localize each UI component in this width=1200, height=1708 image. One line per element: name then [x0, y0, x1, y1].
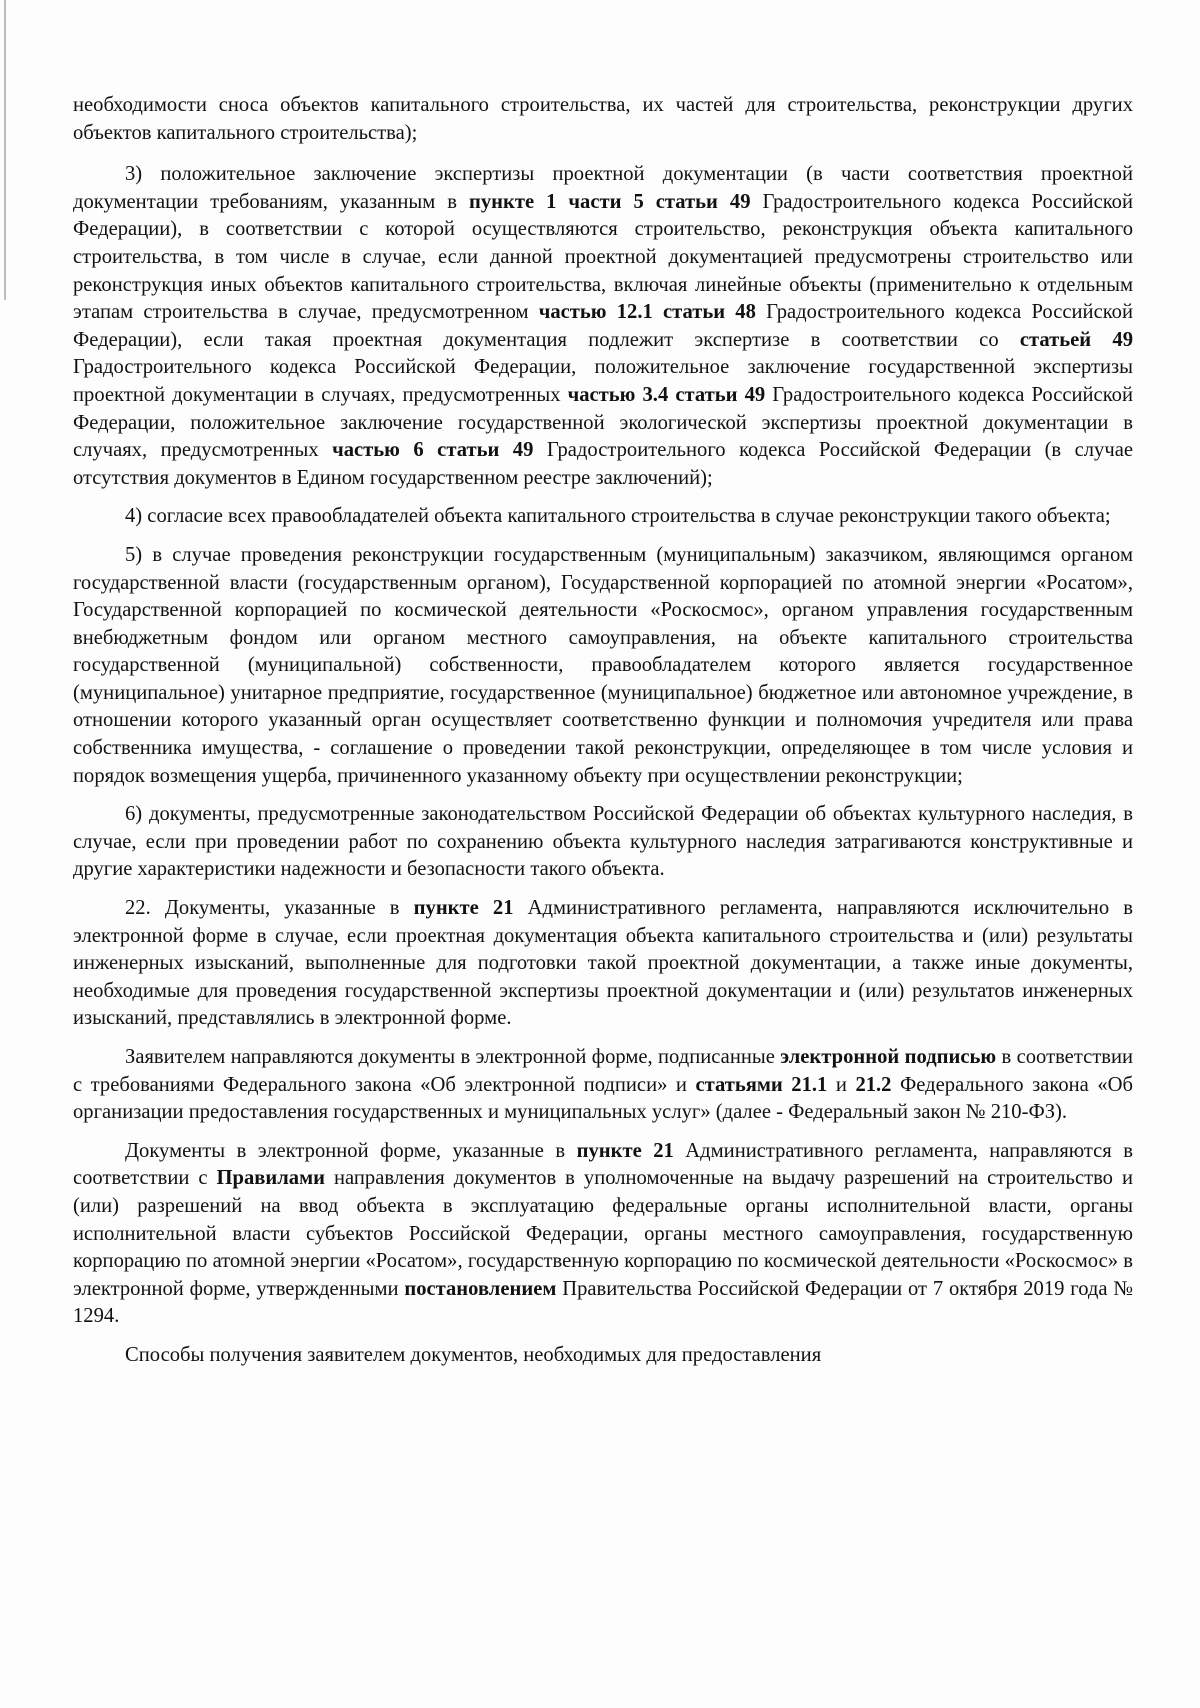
- text-run: Административного регламента, направляются в соответствии с: [73, 1139, 1133, 1190]
- text-run: Градостроительного кодекса Российской Федерации, положительное заключение государственной экологической экспертизы проектной документации в случаях, предусмотренных: [73, 383, 1133, 462]
- bold-reference: пункте 21: [576, 1139, 674, 1162]
- text-run: 5) в случае проведения реконструкции государственным (муниципальным) заказчиком, являющимся органом государственной власти (государственным органом), Государственной корпорацией по атомной энергии «Росатом», Государственной корпорацией по космической деятельности «Роскосмос», органом управления государственным внебюджетным фондом или органом местного самоуправления, на объекте капитального строительства государственной (муниципальной) собственности, правообладателем которого является государственное (муниципальное) унитарное предприятие, государственное (муниципальное) бюджетное или автономное учреждение, в отношении которого указанный орган осуществляет соответственно функции и полномочия учредителя или права собственника имущества, - соглашение о проведении такой реконструкции, определяющее в том числе условия и порядок возмещения ущерба, причиненного указанному объекту при осуществлении реконструкции;: [73, 543, 1133, 787]
- text-run: 6) документы, предусмотренные законодательством Российской Федерации об объектах культурного наследия, в случае, если при проведении работ по сохранению объекта культурного наследия затрагиваются конструктивные и другие характеристики надежности и безопасности такого объекта.: [73, 803, 1133, 881]
- bold-reference: пункте 1 части 5 статьи 49: [468, 190, 751, 213]
- text-run: направления документов в уполномоченные на выдачу разрешений на строительство и (или) разрешений на ввод объекта в эксплуатацию федеральные органы исполнительной власти, органы исполнительной власти субъектов Российской Федерации, органы местного самоуправления, государственную корпорацию по атомной энергии «Росатом», государственную корпорацию по космической деятельности «Роскосмос» в электронной форме, утвержденными: [73, 1167, 1133, 1300]
- paragraph-p6: [73, 1044, 1133, 1127]
- bold-reference: Правилами: [216, 1167, 325, 1190]
- bold-reference: частью 12.1 статьи 48: [538, 301, 756, 324]
- bold-reference: электронной подписью: [780, 1046, 997, 1068]
- paragraph-p1: [73, 161, 1133, 492]
- text-run: Градостроительного кодекса Российской Федерации), если такая проектная документация подлежит экспертизе в соответствии со: [73, 301, 1133, 351]
- text-run: 22. Документы, указанные в: [125, 897, 414, 920]
- bold-reference: постановлением: [404, 1277, 557, 1300]
- paragraph-p0: [73, 92, 1133, 147]
- text-run: Градостроительного кодекса Российской Федерации, положительное заключение государственной экспертизы проектной документации в случаях, предусмотренных: [73, 356, 1133, 406]
- text-run: Градостроительного кодекса Российской Федерации (в случае отсутствия документов в Едином государственном реестре заключений);: [73, 439, 1133, 489]
- text-run: Правительства Российской Федерации от 7 октября 2019 года № 1294.: [73, 1277, 1133, 1328]
- text-run: Способы получения заявителем документов, необходимых для предоставления: [125, 1343, 822, 1366]
- bold-reference: пункте 21: [413, 897, 514, 920]
- bold-reference: частью 6 статьи 49: [332, 439, 534, 462]
- text-run: необходимости сноса объектов капитального строительства, их частей для строительства, реконструкции других объектов капитального строительства);: [73, 94, 1133, 144]
- paragraph-p3: [73, 542, 1133, 790]
- text-run: 3) положительное заключение экспертизы проектной документации (в части соответствия проектной документации требованиям, указанным в: [73, 163, 1133, 213]
- paragraph-p2: [73, 503, 1133, 531]
- paragraph-p4: [73, 801, 1133, 884]
- text-run: Документы в электронной форме, указанные в: [125, 1139, 577, 1162]
- bold-reference: частью 3.4 статьи 49: [567, 383, 766, 406]
- paragraph-p8: [73, 1342, 1133, 1370]
- paragraph-p5: [73, 895, 1133, 1033]
- document-body: [73, 92, 1133, 1381]
- paragraph-p7: [73, 1138, 1133, 1331]
- bold-reference: статьями 21.1: [695, 1073, 828, 1096]
- text-run: Заявителем направляются документы в электронной форме, подписанные: [125, 1046, 781, 1068]
- text-run: 4) согласие всех правообладателей объекта капитального строительства в случае реконструкции такого объекта;: [125, 505, 1111, 528]
- text-run: Федерального закона «Об организации предоставления государственных и муниципальных услуг» (далее - Федеральный закон № 210-ФЗ).: [73, 1073, 1133, 1124]
- text-run: в соответствии с требованиями Федерального закона «Об электронной подписи» и: [73, 1046, 1133, 1096]
- bold-reference: статьей 49: [1019, 328, 1134, 351]
- text-run: и: [827, 1073, 856, 1096]
- text-run: Административного регламента, направляются исключительно в электронной форме в случае, если проектная документация объекта капитального строительства и (или) результаты инженерных изысканий, выполненные для подготовки такой проектной документации, а также иные документы, необходимые для проведения государственной экспертизы проектной документации и (или) результатов инженерных изысканий, представлялись в электронной форме.: [73, 897, 1133, 1030]
- bold-reference: 21.2: [855, 1073, 892, 1096]
- scan-edge-line: [4, 0, 6, 300]
- text-run: Градостроительного кодекса Российской Федерации), в соответствии с которой осуществляются строительство, реконструкция объекта капитального строительства, в том числе в случае, если данной проектной документацией предусмотрены строительство или реконструкция иных объектов капитального строительства, включая линейные объекты (применительно к отдельным этапам строительства в случае, предусмотренном: [73, 190, 1133, 324]
